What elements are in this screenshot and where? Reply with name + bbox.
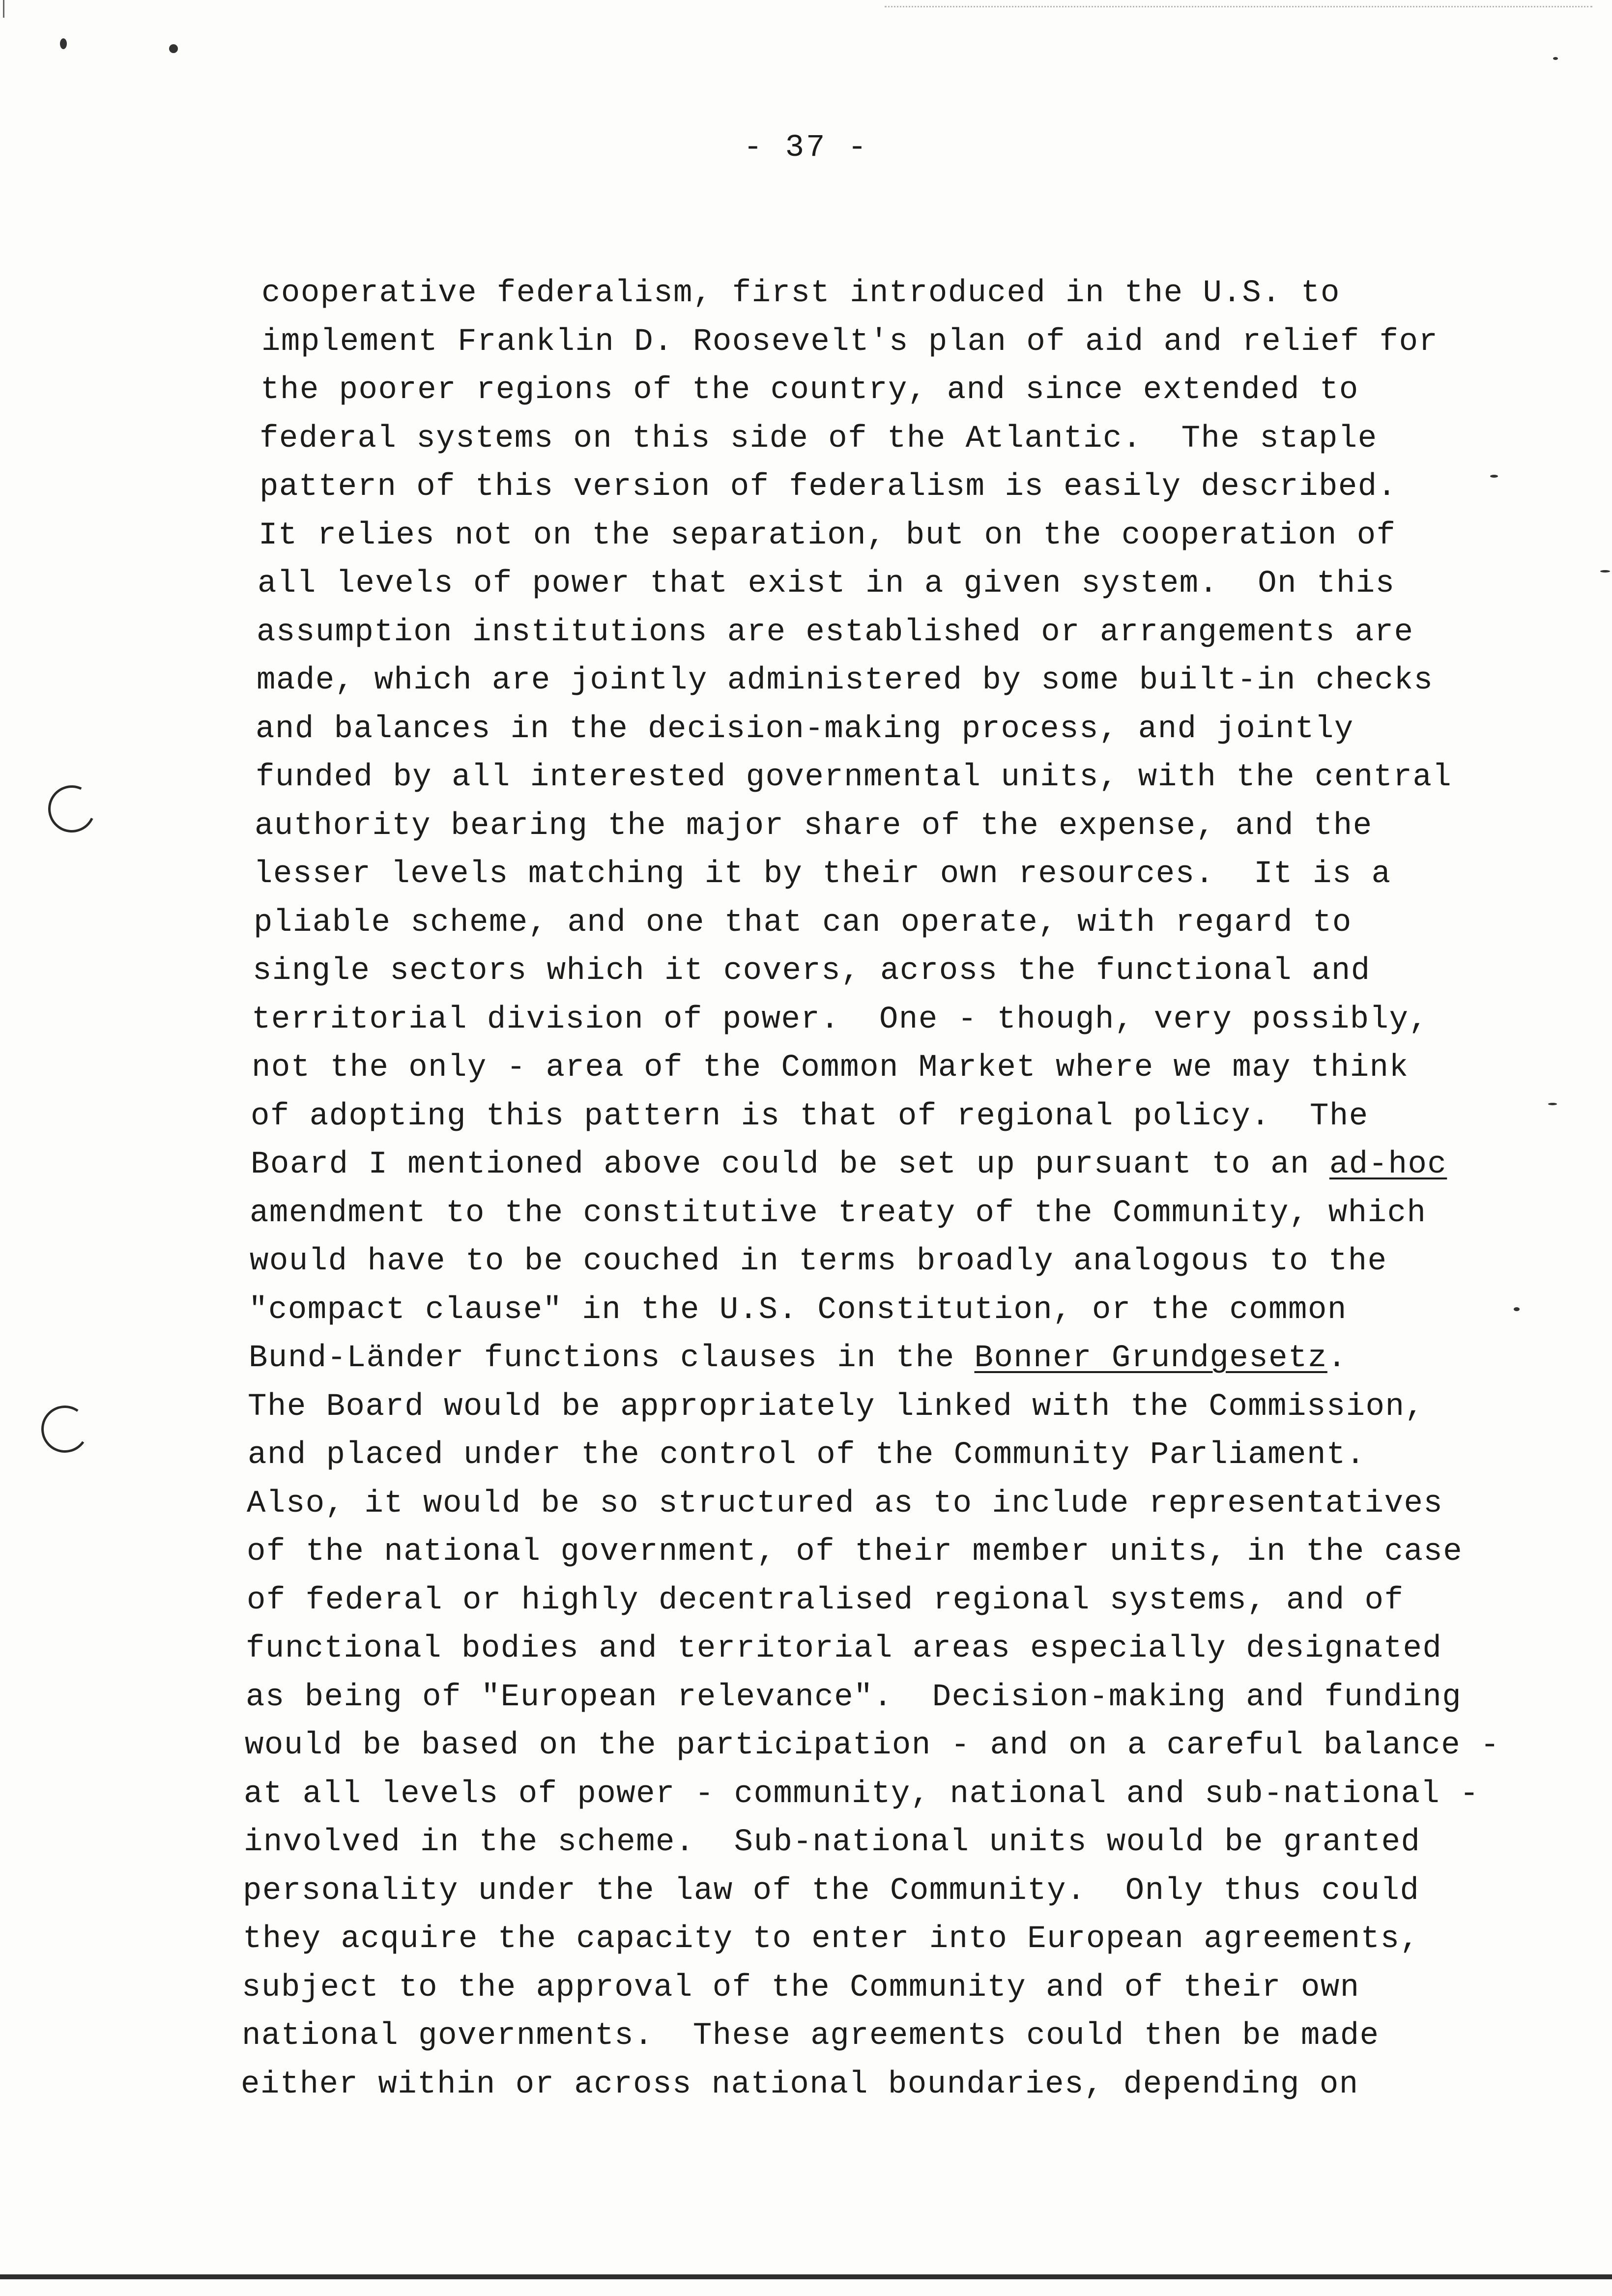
text-line: pliable scheme, and one that can operate, with regard to: [254, 905, 1352, 941]
text-line: [249, 1334, 1504, 1383]
text-line: of the national government, of their member units, in the case: [247, 1534, 1463, 1570]
text-line: would have to be couched in terms broadly analogous to the: [250, 1244, 1387, 1279]
text-line: funded by all interested governmental units, with the central: [256, 760, 1452, 795]
scan-top-edge: [885, 6, 1592, 7]
text-line: Also, it would be so structured as to include representatives: [247, 1486, 1443, 1521]
underlined-term: Bonner Grundgesetz: [974, 1341, 1327, 1376]
body-text: [241, 269, 1504, 2109]
text-line: assumption institutions are established or arrangements are: [257, 614, 1414, 650]
text-line: lesser levels matching it by their own resources. It is a: [254, 857, 1391, 892]
text-line: personality under the law of the Community. Only thus could: [243, 1873, 1420, 1909]
text-line: involved in the scheme. Sub-national units would be granted: [244, 1825, 1421, 1860]
text-line: and placed under the control of the Community Parliament.: [248, 1437, 1366, 1473]
scan-speck: [60, 38, 67, 49]
text-line: made, which are jointly administered by some built-in checks: [257, 663, 1434, 698]
text-line: [251, 1141, 1504, 1189]
text-line: would be based on the participation - and on a careful balance -: [245, 1728, 1500, 1763]
text-line: all levels of power that exist in a given system. On this: [258, 566, 1395, 602]
text-line: not the only - area of the Common Market where we may think: [252, 1050, 1409, 1086]
punch-hole: [41, 778, 102, 839]
text-line: the poorer regions of the country, and since extended to: [260, 373, 1359, 408]
text-line: cooperative federalism, first introduced in the U.S. to: [261, 276, 1340, 311]
scan-speck: [1548, 1103, 1557, 1105]
bottom-rule: [0, 2274, 1612, 2279]
scan-speck: [1600, 570, 1610, 573]
text-line: federal systems on this side of the Atlantic. The staple: [259, 421, 1378, 457]
scan-left-edge: [3, 0, 4, 18]
text-line: as being of "European relevance". Decision-making and funding: [246, 1679, 1462, 1715]
page-number: - 37 -: [743, 130, 869, 166]
text-segment: Board I mentioned above could be set up pursuant to an: [251, 1147, 1329, 1182]
text-line: functional bodies and territorial areas especially designated: [246, 1631, 1442, 1666]
text-line: and balances in the decision-making process, and jointly: [256, 711, 1354, 747]
text-line: implement Franklin D. Roosevelt's plan of aid and relief for: [261, 324, 1439, 360]
text-line: pattern of this version of federalism is easily described.: [259, 469, 1397, 505]
scan-speck: [169, 44, 178, 53]
text-line: they acquire the capacity to enter into European agreements,: [243, 1922, 1420, 1957]
text-line: "compact clause" in the U.S. Constitution, or the common: [249, 1292, 1347, 1328]
text-line: national governments. These agreements could then be made: [242, 2018, 1380, 2054]
underlined-term: ad-hoc: [1329, 1147, 1447, 1182]
text-line: authority bearing the major share of the expense, and the: [255, 808, 1373, 844]
text-line: The Board would be appropriately linked with the Commission,: [248, 1389, 1425, 1425]
text-line: territorial division of power. One - though, very possibly,: [252, 1002, 1429, 1037]
text-line: either within or across national boundaries, depending on: [241, 2066, 1359, 2102]
scan-speck: [1553, 57, 1558, 60]
text-line: amendment to the constitutive treaty of the Community, which: [250, 1195, 1427, 1231]
text-line: subject to the approval of the Community and of their own: [242, 1970, 1360, 2006]
text-line: single sectors which it covers, across the functional and: [253, 953, 1371, 989]
punch-hole: [37, 1402, 92, 1456]
text-segment: Bund-Länder functions clauses in the: [249, 1341, 975, 1376]
text-line: at all levels of power - community, national and sub-national -: [244, 1776, 1480, 1812]
text-line: of federal or highly decentralised regional systems, and of: [247, 1582, 1404, 1618]
text-line: It relies not on the separation, but on the cooperation of: [259, 517, 1396, 553]
text-segment: .: [1327, 1341, 1347, 1376]
text-line: of adopting this pattern is that of regional policy. The: [251, 1098, 1369, 1134]
scan-speck: [1514, 1307, 1520, 1311]
